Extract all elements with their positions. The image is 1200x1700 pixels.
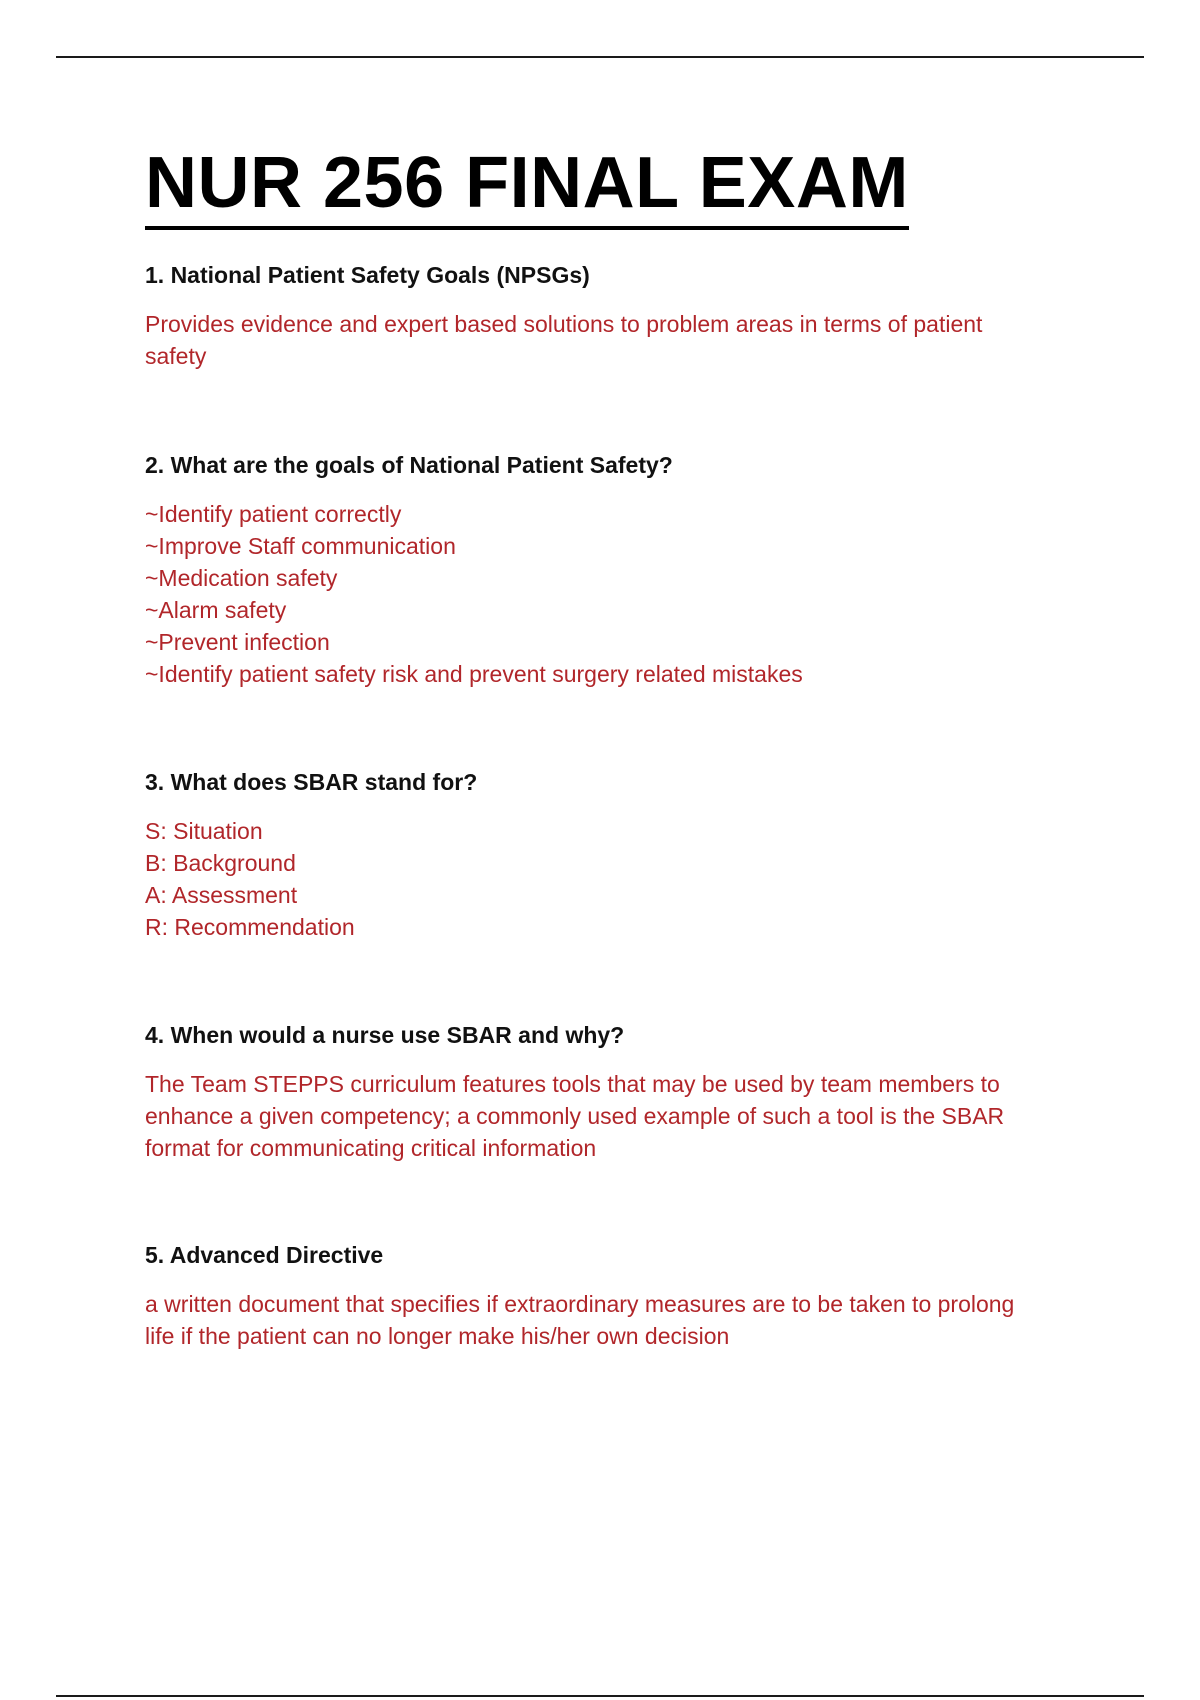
question-1: 1. National Patient Safety Goals (NPSGs) (145, 262, 590, 288)
answer-line: R: Recommendation (145, 914, 355, 940)
answer-line: The Team STEPPS curriculum features tools that may be used by team members to (145, 1071, 1000, 1097)
answer-4 (145, 1068, 1075, 1164)
answer-line: a written document that specifies if extraordinary measures are to be taken to prolong (145, 1291, 1015, 1317)
bottom-rule (56, 1695, 1144, 1697)
answer-line: ~Improve Staff communication (145, 533, 456, 559)
answer-line: S: Situation (145, 818, 263, 844)
question-4: 4. When would a nurse use SBAR and why? (145, 1022, 625, 1048)
answer-1 (145, 308, 1075, 372)
answer-line: A: Assessment (145, 882, 298, 908)
qa-item-1 (145, 260, 1075, 372)
question-3: 3. What does SBAR stand for? (145, 769, 478, 795)
answer-line: safety (145, 343, 207, 369)
answer-line: ~Medication safety (145, 565, 338, 591)
question-2: 2. What are the goals of National Patient Safety? (145, 452, 673, 478)
qa-item-4 (145, 1020, 1075, 1164)
answer-line: B: Background (145, 850, 296, 876)
answer-line: ~Prevent infection (145, 629, 330, 655)
answer-line: ~Alarm safety (145, 597, 287, 623)
answer-line: ~Identify patient safety risk and prevent surgery related mistakes (145, 661, 803, 687)
answer-2 (145, 498, 1075, 690)
qa-item-5 (145, 1240, 1075, 1352)
answer-line: ~Identify patient correctly (145, 501, 402, 527)
qa-item-3 (145, 767, 1075, 943)
top-rule (56, 56, 1144, 58)
answer-line: format for communicating critical information (145, 1135, 597, 1161)
question-5: 5. Advanced Directive (145, 1242, 384, 1268)
answer-line: Provides evidence and expert based solutions to problem areas in terms of patient (145, 311, 983, 337)
page-content (145, 140, 1075, 1349)
page-title: NUR 256 FINAL EXAM (145, 140, 909, 230)
qa-item-2 (145, 450, 1075, 690)
answer-line: life if the patient can no longer make his/her own decision (145, 1323, 730, 1349)
answer-3 (145, 815, 1075, 943)
answer-line: enhance a given competency; a commonly used example of such a tool is the SBAR (145, 1103, 1005, 1129)
answer-5 (145, 1288, 1075, 1352)
